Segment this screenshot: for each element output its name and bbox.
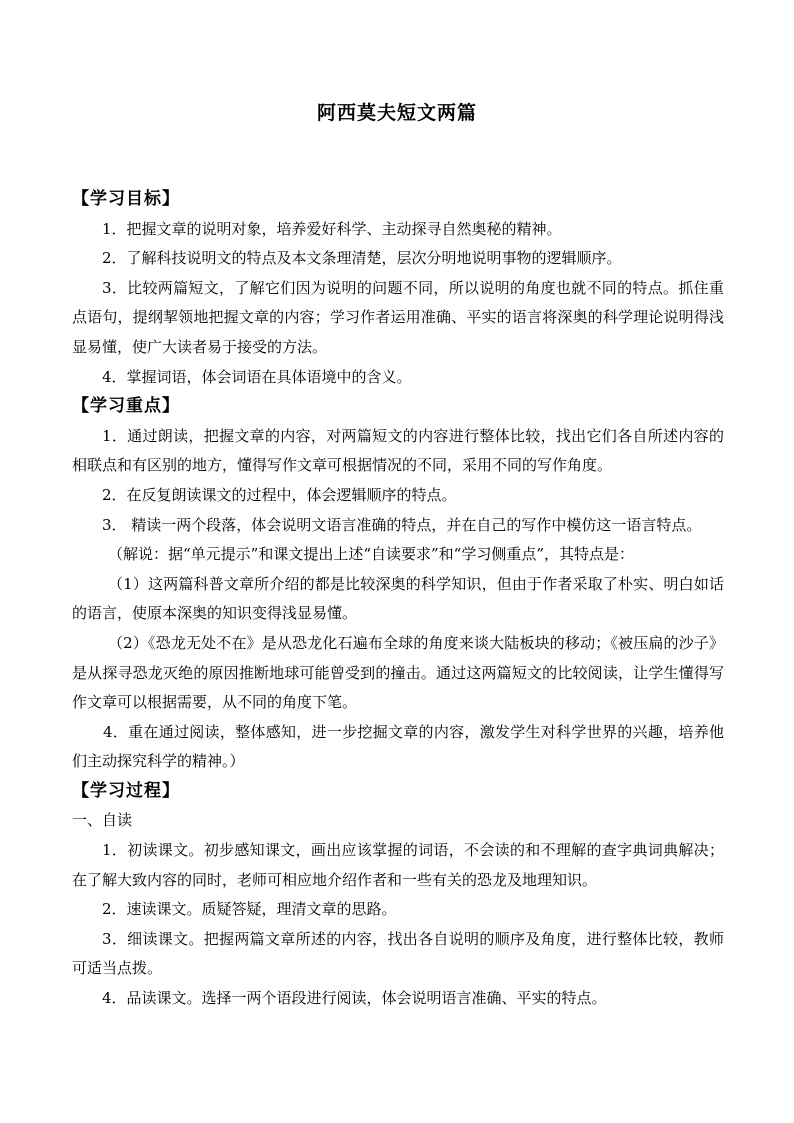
section-heading-focus: 【学习重点】: [72, 396, 180, 417]
focus-note-point: （1）这两篇科普文章所介绍的都是比较深奥的科学知识，但由于作者采取了朴实、明白如话的语言，使原本深奥的知识变得浅显易懂。: [72, 574, 724, 623]
process-subheading: 一、自读: [72, 811, 133, 830]
section-heading-goals: 【学习目标】: [72, 189, 180, 209]
goal-item: 3．比较两篇短文，了解它们因为说明的问题不同，所以说明的角度也就不同的特点。抓住重点语句，提纲挈领地把握文章的内容；学习作者运用准确、平实的语言将深奥的科学理论说明得浅显易懂，使广大读者易于接受的方法。: [72, 278, 724, 356]
process-item: 2．速读课文。质疑答疑，理清文章的思路。: [102, 900, 397, 919]
focus-item: 4．重在通过阅读，整体感知，进一步挖掘文章的内容，激发学生对科学世界的兴趣，培养他们主动探究科学的精神。）: [72, 722, 724, 771]
focus-note-point: （2）《恐龙无处不在》是从恐龙化石遍布全球的角度来谈大陆板块的移动；《被压扁的沙子》是从探寻恐龙灭绝的原因推断地球可能曾受到的撞击。通过这两篇短文的比较阅读，让学生懂得写作文章可以根据需要，从不同的角度下笔。: [72, 633, 724, 712]
process-item: 1．初读课文。初步感知课文，画出应该掌握的词语，不会读的和不理解的查字典词典解决；在了解大致内容的同时，老师可相应地介绍作者和一些有关的恐龙及地理知识。: [72, 841, 724, 889]
document-title: 阿西莫夫短文两篇: [316, 102, 477, 124]
goal-item: 1．把握文章的说明对象，培养爱好科学、主动探寻自然奥秘的精神。: [102, 219, 562, 238]
focus-item: 2．在反复朗读课文的过程中，体会逻辑顺序的特点。: [102, 485, 457, 504]
focus-note: （解说：据“单元提示”和课文提出上述“自读要求”和“学习侧重点”，其特点是：: [108, 545, 635, 564]
process-item: 3．细读课文。把握两篇文章所述的内容，找出各自说明的顺序及角度，进行整体比较，教师可适当点拨。: [72, 929, 724, 978]
focus-item: 1．通过朗读，把握文章的内容，对两篇短文的内容进行整体比较，找出它们各自所述内容的相联点和有区别的地方，懂得写作文章可根据情况的不同，采用不同的写作角度。: [72, 426, 724, 475]
document-body: [72, 185, 724, 1014]
focus-item: 3． 精读一两个段落，体会说明文语言准确的特点，并在自己的写作中模仿这一语言特点。: [102, 515, 702, 534]
section-heading-process: 【学习过程】: [72, 780, 180, 801]
process-item: 4．品读课文。选择一两个语段进行阅读，体会说明语言准确、平实的特点。: [102, 989, 607, 1008]
goal-item: 4．掌握词语，体会词语在具体语境中的含义。: [102, 367, 412, 386]
goal-item: 2．了解科技说明文的特点及本文条理清楚，层次分明地说明事物的逻辑顺序。: [102, 249, 622, 268]
